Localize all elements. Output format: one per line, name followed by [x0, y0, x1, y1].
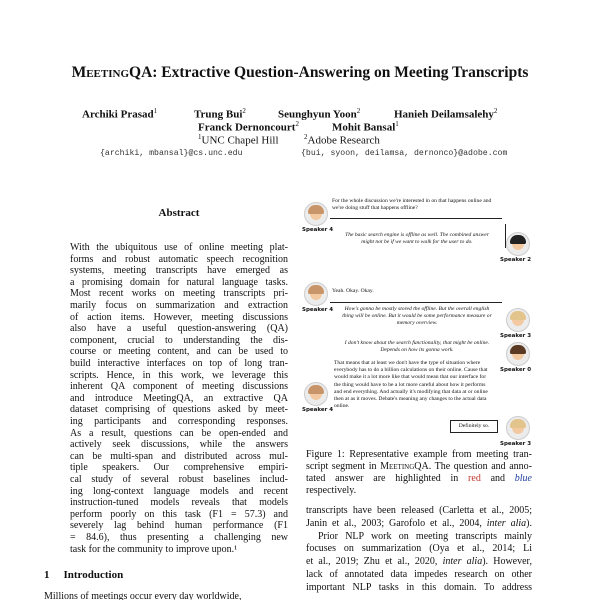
speaker-label: Speaker 3 [500, 441, 532, 447]
caption-label: Figure 1: [306, 449, 345, 460]
affiliation-number: 2 [304, 133, 308, 141]
author-affiliation: 2 [295, 120, 299, 128]
author-name: Franck Dernoncourt [198, 121, 296, 134]
affiliation-name: Adobe Research [307, 134, 380, 147]
abstract-line: severely lag behind human performance (F1 [70, 520, 288, 532]
section-number: 1 [44, 569, 50, 581]
body-text-line: transcripts have been released (Carletta et al., 2005; [306, 505, 532, 516]
abstract-line: can be multi-span and distributed across mul- [70, 450, 288, 462]
hair-icon [510, 311, 526, 320]
abstract-line: instruction-tuned models reveals that models [70, 497, 288, 509]
figure-1 [300, 196, 532, 446]
utterance-text: How's gonna be mostly stored the offline. But the overall english thing will be online. But it would be some performance measure or memory overview. [342, 306, 492, 327]
body-text-line: important NLP tasks in this domain. To address [306, 581, 532, 593]
abstract-line: cal study of several robust baselines includ- [70, 474, 288, 485]
author [278, 107, 360, 121]
abstract-line: dataset comprising of questions asked by meet- [70, 404, 288, 416]
author-affiliation: 2 [356, 107, 361, 115]
abstract-line: scripts. Hence, in this work, we leverage this [70, 369, 288, 381]
abstract-line: and introduce MeetingQA, an extractive QA [70, 392, 288, 404]
caption-text: respectively. [306, 485, 357, 496]
author-affiliation: 2 [242, 107, 246, 115]
caption-system-name: MeetingQA [380, 461, 429, 472]
email: {bui, syoon, deilamsa, dernonco}@adobe.com [301, 149, 508, 158]
abstract-line: perform poorly on this task (F1 = 57.3) and [70, 508, 288, 520]
author [82, 107, 157, 121]
author-name: Trung Bui [194, 108, 243, 121]
speaker-avatar [304, 382, 328, 406]
utterance-text: That means that at least we don't have the type of situation where everybody has to do a billion calculations on their online. Cause that would make it a lot more like that would mean that our interface for the thing would have to be a lot more careful about how it performs and end everything. And actually it's modifying that data at or online then at as it moves. Debate's meaning any changes to the actual data online. [334, 360, 488, 410]
title-rest: : Extractive Question-Answering on Meeting Transcripts [152, 64, 529, 81]
body-text-line: Janin et al., 2003; Garofolo et al., 2004, inter alia). [306, 517, 532, 529]
divider-line [330, 218, 502, 219]
abstract-line: component, crucial to understanding the dis- [70, 334, 288, 346]
caption-text: . The question and anno- [428, 461, 533, 472]
speaker-label: Speaker 4 [302, 307, 334, 313]
author-name: Hanieh Deilamsalehy [394, 108, 494, 121]
utterance-text: The basic search engine is offline as well. The combined answer might not be if we want to walk for the user to do. [345, 232, 489, 246]
utterance-text: Yeah. Okay. Okay. [332, 288, 374, 294]
speaker-label: Speaker 2 [500, 257, 532, 263]
speaker-avatar [506, 308, 530, 332]
abstract-heading: Abstract [158, 207, 200, 219]
abstract-line: ing participants and corresponding responses. [70, 416, 288, 427]
paper-title [0, 64, 600, 82]
speaker-avatar [506, 342, 530, 366]
body-text-line: lack of annotated data impedes research on other [306, 569, 532, 580]
abstract-line: forms and robust automatic speech recognition [70, 253, 288, 265]
caption-text: Representative example from meeting tran- script segment in [306, 449, 533, 472]
abstract-line: also have a useful question-answering (QA) [70, 323, 288, 335]
affiliation [304, 133, 380, 147]
caption-text: tated answer are highlighted in [306, 473, 459, 484]
body-text-line: Millions of meetings occur every day worldwide, [44, 591, 242, 600]
hair-icon [510, 345, 526, 354]
abstract-line: marily focus on summarization and extraction [70, 300, 288, 311]
author-name: Archiki Prasad [82, 108, 154, 121]
utterance-text: For the whole discussion we're interested in on that happens online and we're doing stuff that happens offline? [332, 198, 492, 212]
author-affiliation: 1 [395, 120, 399, 128]
divider-line [330, 302, 502, 303]
author-affiliation: 2 [493, 107, 498, 115]
author-affiliation: 1 [153, 107, 158, 115]
speaker-avatar [506, 232, 530, 256]
speaker-label: Speaker 3 [500, 333, 532, 339]
author-name: Seunghyun Yoon [278, 108, 357, 121]
figure-caption [306, 449, 532, 497]
body-text-line: Prior NLP work on meeting transcripts mainly [318, 530, 532, 542]
abstract-line: ing long-context language models and recent [70, 485, 288, 497]
abstract-line: a promising domain for natural language tasks. [70, 276, 288, 288]
affiliation-number: 1 [198, 133, 202, 141]
hair-icon [308, 205, 324, 214]
abstract-line: With the ubiquitous use of online meeting plat- [70, 242, 288, 253]
abstract-line: As a result, questions can be open-ended and [70, 427, 288, 439]
hair-icon [510, 235, 526, 244]
author-name: Mohit Bansal [332, 121, 396, 134]
caption-text: and [490, 473, 506, 484]
email: {archiki, mbansal}@cs.unc.edu [100, 149, 243, 158]
speaker-label: Speaker 0 [500, 367, 532, 373]
utterance-text: I don't know about the search functionality, that might be online. Depends on how its gonna work. [344, 340, 490, 354]
author [332, 120, 399, 134]
abstract-line: of action items. However, meeting discussions [70, 311, 288, 323]
body-text-line: et al., 2019; Zhu et al., 2020, inter alia). However, [306, 556, 532, 568]
abstract-line: = 84.6), thus presenting a challenging new [70, 532, 288, 543]
caption-blue-word: blue [514, 473, 532, 484]
abstract-line: systems, meeting transcripts have emerged as [70, 265, 288, 277]
affiliation [198, 133, 279, 147]
divider-line [505, 224, 506, 248]
speaker-avatar [506, 416, 530, 440]
hair-icon [308, 385, 324, 394]
abstract-line: inherent QA component of meeting discussions [70, 381, 288, 393]
title-system-name: MeetingQA [71, 64, 153, 81]
abstract-line: task for the community to improve upon.¹ [70, 543, 238, 555]
affiliation-name: UNC Chapel Hill [201, 134, 279, 147]
abstract-line: tiple speakers. Our comprehensive empiri- [70, 462, 288, 474]
hair-icon [308, 285, 324, 294]
section-heading [44, 569, 123, 581]
author [198, 120, 299, 134]
abstract-line: build interactive interfaces on top of long tran- [70, 358, 288, 369]
hair-icon [510, 419, 526, 428]
abstract-line: actively seek discussions, while the answers [70, 439, 288, 451]
speaker-label: Speaker 4 [302, 407, 334, 413]
body-text-line: focuses on summarization (Oya et al., 2014; Li [306, 543, 532, 555]
speaker-avatar [304, 282, 328, 306]
section-title: Introduction [63, 569, 124, 581]
author [394, 107, 497, 121]
abstract-line: Most recent works on meeting transcripts pri- [70, 288, 288, 300]
speaker-avatar [304, 202, 328, 226]
speaker-label: Speaker 4 [302, 227, 334, 233]
utterance-text: Definitely so. [450, 420, 498, 433]
abstract-line: course or meeting content, and can be used to [70, 346, 288, 358]
author [194, 107, 246, 121]
caption-red-word: red [468, 473, 481, 484]
